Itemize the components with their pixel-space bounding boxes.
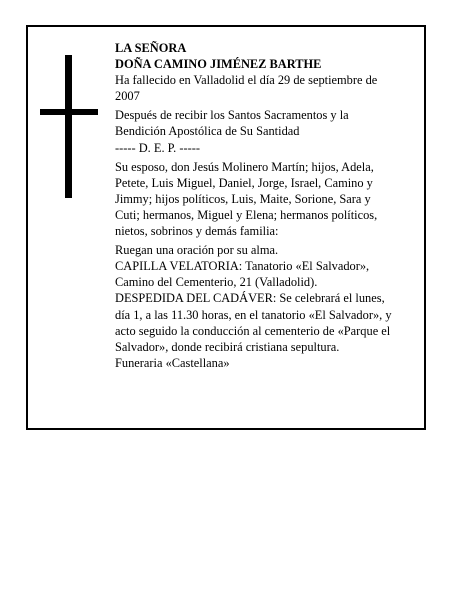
- farewell-line: acto seguido la conducción al cementerio de «Parque el: [115, 323, 391, 338]
- rip-line: ----- D. E. P. -----: [115, 140, 200, 155]
- funeral-home-line: Funeraria «Castellana»: [115, 355, 230, 370]
- farewell-line: día 1, a las 11.30 horas, en el tanatorio «El Salvador», y: [115, 307, 392, 322]
- death-announcement-line: Ha fallecido en Valladolid el día 29 de septiembre de: [115, 73, 378, 88]
- sacraments-line: Bendición Apostólica de Su Santidad: [115, 124, 300, 139]
- title-line: LA SEÑORA: [115, 41, 187, 55]
- death-year-line: 2007: [115, 89, 140, 104]
- farewell-line: DESPEDIDA DEL CADÁVER: Se celebrará el lunes,: [115, 291, 385, 306]
- family-line: Petete, Luis Miguel, Daniel, Jorge, Israel, Camino y: [115, 175, 373, 190]
- chapel-line: Camino del Cementerio, 21 (Valladolid).: [115, 275, 318, 290]
- deceased-name: DOÑA CAMINO JIMÉNEZ BARTHE: [115, 57, 322, 72]
- cross-vertical-bar: [65, 55, 72, 198]
- family-line: Jimmy; hijos políticos, Luis, Maite, Sorione, Sara y: [115, 191, 371, 206]
- sacraments-line: Después de recibir los Santos Sacramentos y la: [115, 108, 349, 123]
- prayer-line: Ruegan una oración por su alma.: [115, 243, 279, 258]
- notice-body: [115, 40, 423, 371]
- family-line: nietos, sobrinos y demás familia:: [115, 224, 279, 239]
- cross-icon: [40, 55, 98, 198]
- family-line: Su esposo, don Jesús Molinero Martín; hijos, Adela,: [115, 159, 374, 174]
- chapel-line: CAPILLA VELATORIA: Tanatorio «El Salvador»,: [115, 259, 370, 274]
- farewell-line: Salvador», donde recibirá cristiana sepultura.: [115, 339, 340, 354]
- cross-horizontal-bar: [40, 109, 98, 115]
- obituary-notice: [26, 25, 426, 430]
- family-line: Cuti; hermanos, Miguel y Elena; hermanos políticos,: [115, 207, 378, 222]
